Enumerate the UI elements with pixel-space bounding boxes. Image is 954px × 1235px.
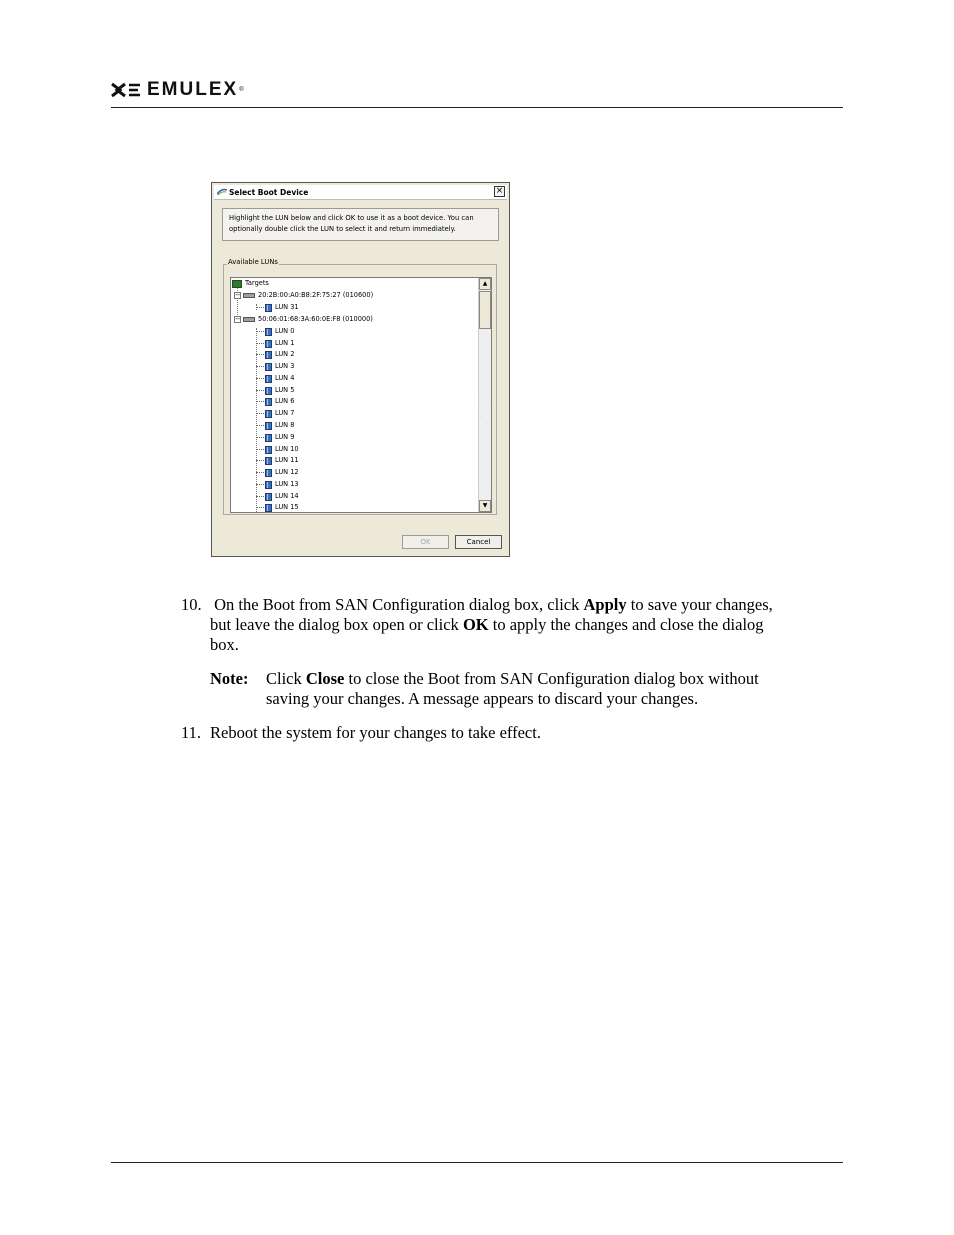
lun-icon [265, 469, 272, 477]
step-text: Reboot the system for your changes to take effect. [210, 723, 541, 742]
lun-item[interactable] [256, 361, 294, 372]
lun-item[interactable] [256, 432, 294, 443]
ok-emphasis: OK [462, 615, 489, 634]
tree-connector [256, 472, 264, 473]
lun-item[interactable] [256, 338, 294, 349]
lun-icon [265, 504, 272, 512]
lun-item[interactable] [256, 385, 294, 396]
lun-label: LUN 8 [275, 421, 295, 429]
tree-root[interactable] [232, 278, 269, 289]
lun-item[interactable] [256, 502, 299, 513]
scroll-thumb[interactable] [479, 291, 491, 329]
ok-button[interactable]: OK [402, 535, 449, 549]
trademark-mark: ® [239, 87, 244, 93]
scroll-down-button[interactable]: ▼ [479, 500, 491, 512]
step-text [210, 595, 773, 655]
tree-connector [256, 425, 264, 426]
lun-item[interactable] [256, 467, 299, 478]
tree-connector [256, 307, 264, 308]
lun-icon [265, 457, 272, 465]
tree-connector [256, 366, 264, 367]
note-text [266, 669, 759, 709]
lun-icon [265, 328, 272, 336]
lun-label: LUN 7 [275, 409, 295, 417]
text-run: to save your changes, [626, 595, 773, 614]
lun-label: LUN 5 [275, 386, 295, 394]
lun-icon [265, 446, 272, 454]
close-emphasis: Close [305, 669, 345, 688]
step-10 [181, 595, 851, 657]
emulex-logo-text: EMULEX [147, 79, 239, 100]
lun-label: LUN 9 [275, 433, 295, 441]
lun-icon [265, 493, 272, 501]
tree-connector [256, 437, 264, 438]
lun-label: LUN 15 [275, 503, 299, 511]
select-boot-device-dialog [211, 182, 510, 557]
lun-label: LUN 4 [275, 374, 295, 382]
targets-icon [232, 280, 242, 288]
lun-icon [265, 398, 272, 406]
lun-icon [265, 304, 272, 312]
step-number: 10. [181, 595, 202, 614]
step-line [210, 615, 773, 635]
tree-connector [256, 413, 264, 414]
lun-label: LUN 13 [275, 480, 299, 488]
cancel-button[interactable]: Cancel [455, 535, 502, 549]
target-name: 20:2B:00:A0:B8:2F:75:27 (010600) [258, 291, 374, 299]
lun-icon [265, 434, 272, 442]
text-run: to apply the changes and close the dialog [488, 615, 764, 634]
app-icon [217, 188, 227, 196]
tree-connector [256, 496, 264, 497]
emulex-logo [111, 80, 244, 100]
lun-label: LUN 12 [275, 468, 299, 476]
target-name: 50:06:01:68:3A:60:0E:F8 (010000) [258, 315, 373, 323]
text-run: to close the Boot from SAN Configuration dialog box without [344, 669, 759, 688]
lun-item[interactable] [256, 420, 294, 431]
lun-icon [265, 351, 272, 359]
collapse-icon[interactable]: − [235, 315, 241, 323]
note [210, 669, 850, 711]
collapse-icon[interactable]: − [235, 291, 241, 299]
target-port-icon [243, 293, 255, 298]
tree-connector [256, 390, 264, 391]
lun-label: LUN 3 [275, 362, 295, 370]
text-run: On the Boot from SAN Configuration dialog box, click [210, 595, 584, 614]
lun-label: LUN 6 [275, 397, 295, 405]
lun-item[interactable] [256, 479, 299, 490]
note-line: saving your changes. A message appears to discard your changes. [266, 689, 699, 708]
lun-item[interactable] [256, 444, 299, 455]
lun-label: LUN 10 [275, 445, 299, 453]
tree-root-label: Targets [245, 279, 269, 287]
lun-icon [265, 375, 272, 383]
lun-label: LUN 14 [275, 492, 299, 500]
available-luns-label: Available LUNs [228, 258, 278, 266]
emulex-logo-mark-icon [111, 82, 141, 98]
lun-icon [265, 387, 272, 395]
lun-label: LUN 11 [275, 456, 299, 464]
tree-connector [256, 401, 264, 402]
tree-scrollbar[interactable] [478, 278, 491, 512]
step-line: box. [210, 635, 239, 654]
instructions-line-2: optionally double click the LUN to select it and return immediately. [229, 225, 456, 233]
tree-connector [256, 460, 264, 461]
lun-item[interactable] [256, 326, 294, 337]
tree-connector [256, 484, 264, 485]
lun-item[interactable] [256, 349, 294, 360]
tree-connector [256, 507, 264, 508]
tree-connector [256, 378, 264, 379]
lun-item[interactable] [256, 396, 294, 407]
tree-connector [256, 449, 264, 450]
dialog-title: Select Boot Device [229, 187, 309, 197]
lun-icon [265, 410, 272, 418]
instructions-line-1: Highlight the LUN below and click OK to use it as a boot device. You can [229, 214, 474, 222]
step-11 [181, 723, 851, 745]
close-button[interactable]: × [495, 186, 504, 196]
apply-emphasis: Apply [583, 595, 627, 614]
lun-label: LUN 31 [275, 303, 299, 311]
step-number: 11. [181, 723, 202, 742]
lun-icon [265, 422, 272, 430]
header-rule [111, 107, 843, 108]
footer-rule [111, 1162, 843, 1163]
tree-connector [256, 343, 264, 344]
lun-item[interactable] [256, 455, 299, 466]
target-node[interactable] [234, 290, 373, 301]
lun-icon [265, 481, 272, 489]
lun-item[interactable] [256, 373, 294, 384]
text-run: but leave the dialog box open or click [210, 615, 463, 634]
lun-label: LUN 1 [275, 339, 295, 347]
lun-item[interactable] [256, 408, 294, 419]
lun-tree[interactable] [230, 277, 492, 513]
lun-icon [265, 363, 272, 371]
lun-label: LUN 2 [275, 350, 295, 358]
scroll-up-button[interactable]: ▲ [479, 278, 491, 290]
target-port-icon [243, 317, 255, 322]
lun-item[interactable] [256, 491, 299, 502]
target-node[interactable] [234, 314, 373, 325]
note-label: Note: [210, 669, 249, 688]
step-line [210, 595, 773, 615]
lun-icon [265, 340, 272, 348]
text-run: Click [266, 669, 306, 688]
lun-item[interactable] [256, 302, 299, 313]
instructions-box [222, 208, 499, 241]
tree-connector [256, 331, 264, 332]
dialog-titlebar [214, 185, 507, 200]
tree-connector [256, 354, 264, 355]
lun-label: LUN 0 [275, 327, 295, 335]
note-line [266, 669, 759, 689]
